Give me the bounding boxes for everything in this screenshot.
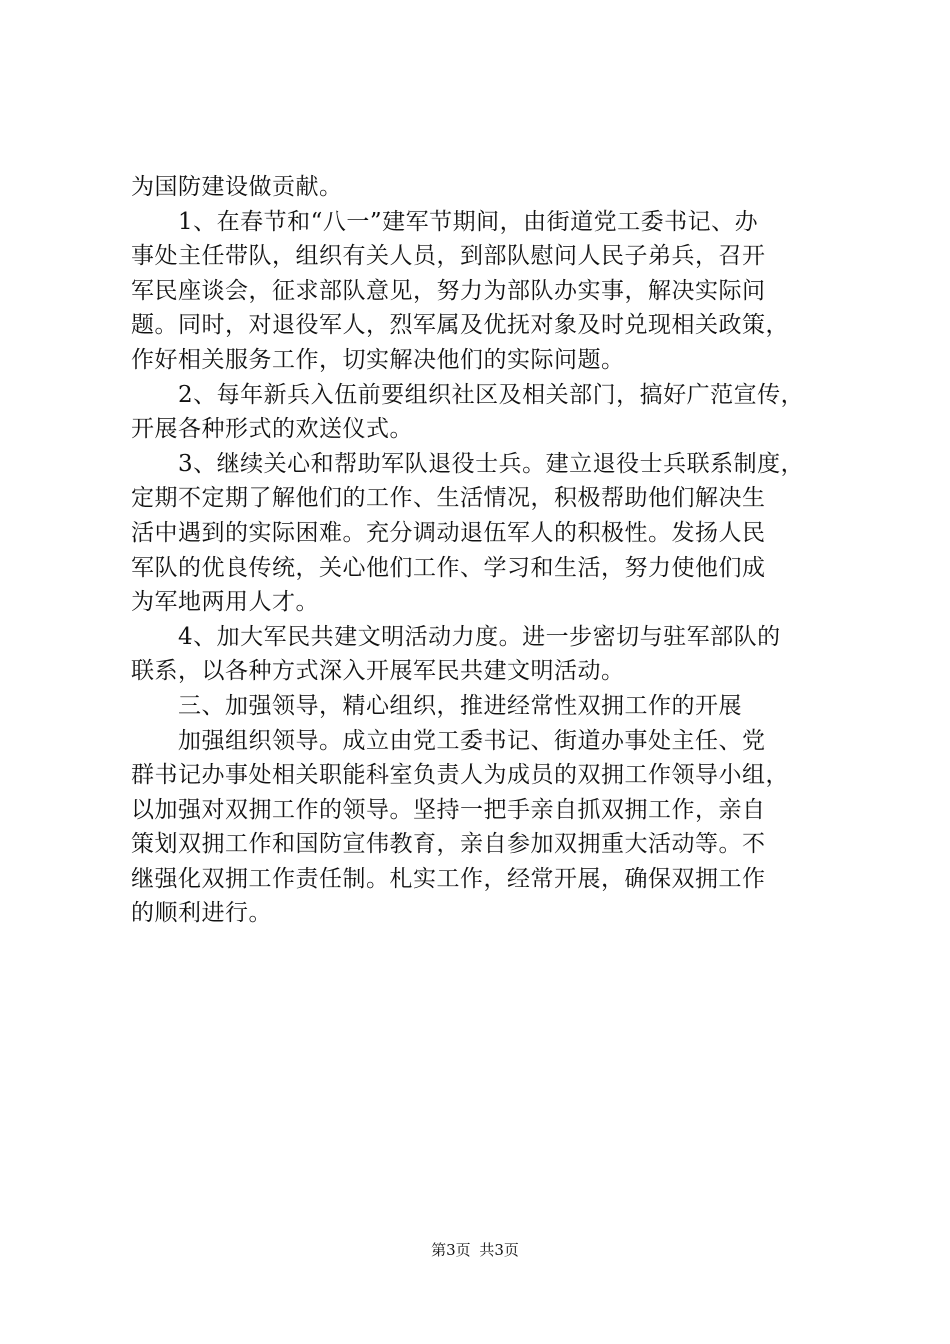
page-number-footer: 第3页 共3页 <box>431 1241 519 1259</box>
text-line: 活中遇到的实际困难。充分调动退伍军人的积极性。发扬人民 <box>131 519 766 546</box>
text-line: 继强化双拥工作责任制。札实工作，经常开展，确保双拥工作 <box>131 865 766 892</box>
text-line: 2、每年新兵入伍前要组织社区及相关部门，搞好广范宣传， <box>131 381 805 408</box>
text-line: 军民座谈会，征求部队意见，努力为部队办实事，解决实际问 <box>131 277 766 304</box>
text-line: 开展各种形式的欢送仪式。 <box>131 416 413 443</box>
text-line: 1、在春节和“八一”建军节期间，由街道党工委书记、办 <box>131 208 759 235</box>
section-heading: 三、加强领导，精心组织，推进经常性双拥工作的开展 <box>131 692 742 719</box>
text-line: 的顺利进行。 <box>131 900 272 927</box>
text-line: 以加强对双拥工作的领导。坚持一把手亲自抓双拥工作，亲自 <box>131 796 766 823</box>
text-line: 4、加大军民共建文明活动力度。进一步密切与驻军部队的 <box>131 623 781 650</box>
text-line: 加强组织领导。成立由党工委书记、街道办事处主任、党 <box>131 727 766 754</box>
text-line: 策划双拥工作和国防宣伟教育，亲自参加双拥重大活动等。不 <box>131 831 766 858</box>
text-line: 题。同时，对退役军人，烈军属及优抚对象及时兑现相关政策， <box>131 312 789 339</box>
text-line: 为军地两用人才。 <box>131 589 319 616</box>
text-line: 群书记办事处相关职能科室负责人为成员的双拥工作领导小组， <box>131 762 789 789</box>
text-line: 作好相关服务工作，切实解决他们的实际问题。 <box>131 346 625 373</box>
text-line: 事处主任带队，组织有关人员，到部队慰问人民子弟兵，召开 <box>131 243 766 270</box>
text-line: 军队的优良传统，关心他们工作、学习和生活，努力使他们成 <box>131 554 766 581</box>
document-body <box>131 170 831 931</box>
text-line: 联系，以各种方式深入开展军民共建文明活动。 <box>131 658 625 685</box>
text-line: 3、继续关心和帮助军队退役士兵。建立退役士兵联系制度， <box>131 450 805 477</box>
text-line: 定期不定期了解他们的工作、生活情况，积极帮助他们解决生 <box>131 485 766 512</box>
text-line: 为国防建设做贡献。 <box>131 174 343 200</box>
